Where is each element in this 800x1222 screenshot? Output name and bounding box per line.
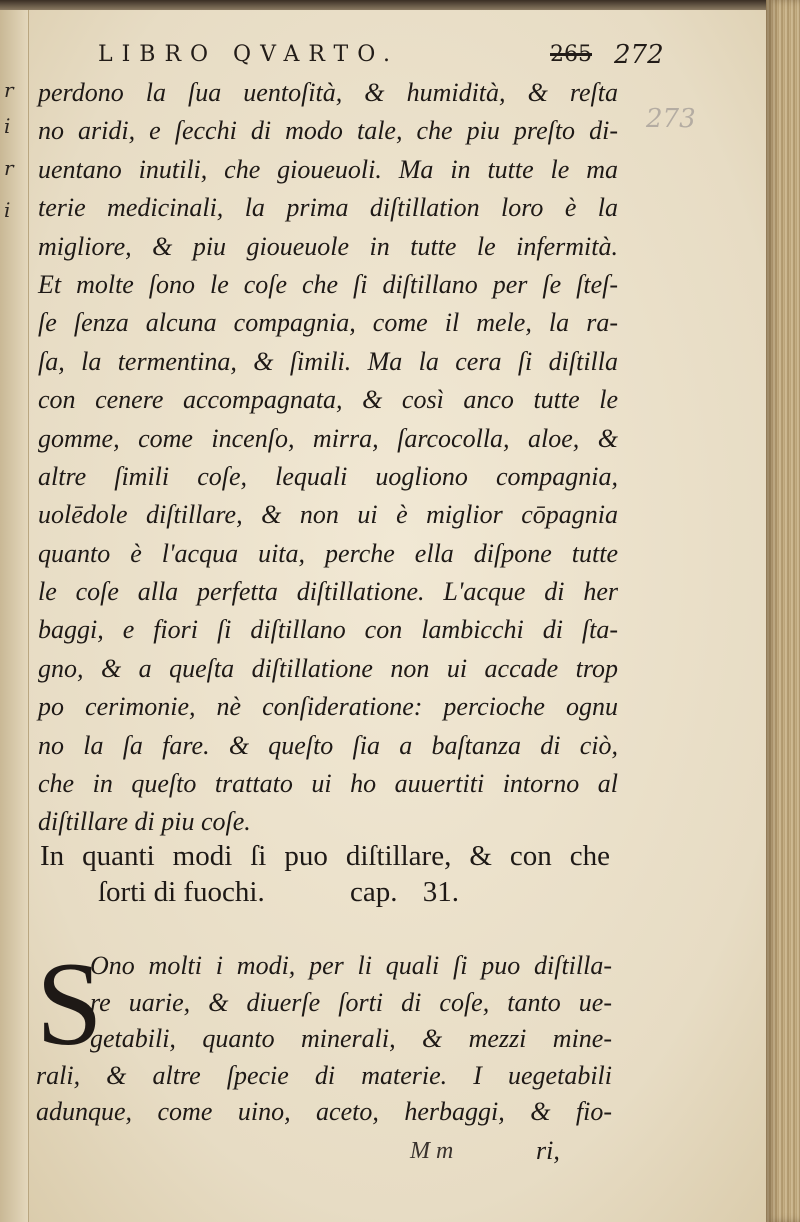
text-line: con cenere accompagnata, & così anco tutte le xyxy=(38,385,618,415)
facing-page-gutter xyxy=(0,10,29,1222)
catchword: ri, xyxy=(536,1136,560,1165)
page-top-edge xyxy=(0,0,800,10)
text-line: uolēdole diſtillare, & non ui è miglior cōpagnia xyxy=(38,500,618,530)
text-line: adunque, come uino, aceto, herbaggi, & fio- xyxy=(36,1097,612,1126)
chapter-title-end: ſorti di fuochi. xyxy=(98,876,265,908)
drop-cap-initial: S xyxy=(36,937,103,1070)
facing-page-mark: i xyxy=(4,114,11,138)
text-line: uentano inutili, che gioueuoli. Ma in tutte le ma xyxy=(38,154,618,184)
text-line: getabili, quanto minerali, & mezzi mine- xyxy=(90,1024,612,1053)
text-line: po cerimonie, nè conſideratione: percioche ognu xyxy=(38,692,618,722)
chapter-title-line xyxy=(40,874,610,910)
chapter-label: cap. xyxy=(349,876,398,908)
text-line: baggi, e fiori ſi diſtillano con lambicchi di ſta- xyxy=(38,615,618,645)
text-line: ſa, la termentina, & ſimili. Ma la cera ſi diſtilla xyxy=(38,346,618,376)
running-title: LIBRO QVARTO. xyxy=(98,42,399,67)
text-line: re uarie, & diuerſe ſorti di coſe, tanto ue- xyxy=(90,987,612,1017)
text-line: gno, & a queſta diſtillatione non ui accade trop xyxy=(38,653,618,683)
facing-page-mark: r xyxy=(4,156,14,180)
text-line: migliore, & piu gioueuole in tutte le infermità. xyxy=(38,231,618,261)
text-line: rali, & altre ſpecie di materie. I uegetabili xyxy=(36,1060,612,1090)
page-number: 272 xyxy=(614,40,664,70)
facing-page-mark: r xyxy=(4,78,14,102)
signature-mark: M m xyxy=(410,1138,454,1164)
struck-page-number: 265 xyxy=(550,42,592,67)
text-line: che in queſto trattato ui ho auuertiti intorno al xyxy=(38,769,618,799)
chapter-heading xyxy=(40,838,610,910)
text-line: terie medicinali, la prima diſtillation loro è la xyxy=(38,193,618,223)
text-line: diſtillare di piu coſe. xyxy=(38,807,251,837)
text-line: no la ſa fare. & queſto ſia a baſtanza di ciò, xyxy=(38,730,618,760)
facing-page-mark: i xyxy=(4,198,11,222)
chapter-number: 31. xyxy=(422,876,459,908)
chapter-paragraph xyxy=(36,948,612,1131)
text-line: altre ſimili coſe, lequali uogliono compagnia, xyxy=(38,461,618,491)
text-line: Ono molti i modi, per li quali ſi puo diſtilla- xyxy=(90,951,612,980)
text-line: le coſe alla perfetta diſtillatione. L'acque di her xyxy=(38,577,618,607)
page-edges-block xyxy=(766,0,800,1222)
pencil-annotation: 273 xyxy=(646,104,696,134)
text-line: quanto è l'acqua uita, perche ella diſpone tutte xyxy=(38,538,618,568)
text-line: ſe ſenza alcuna compagnia, come il mele, la ra- xyxy=(38,308,618,338)
body-paragraph xyxy=(38,74,618,842)
text-line: no aridi, e ſecchi di modo tale, che piu preſto di- xyxy=(38,116,618,146)
text-line: gomme, come incenſo, mirra, ſarcocolla, aloe, & xyxy=(38,423,618,453)
text-line: perdono la ſua uentoſità, & humidità, & reſta xyxy=(38,78,618,107)
text-line: Et molte ſono le coſe che ſi diſtillano per ſe ſteſ- xyxy=(38,269,618,299)
chapter-title-line: In quanti modi ſi puo diſtillare, & con che xyxy=(40,840,610,872)
page-header xyxy=(98,40,664,76)
